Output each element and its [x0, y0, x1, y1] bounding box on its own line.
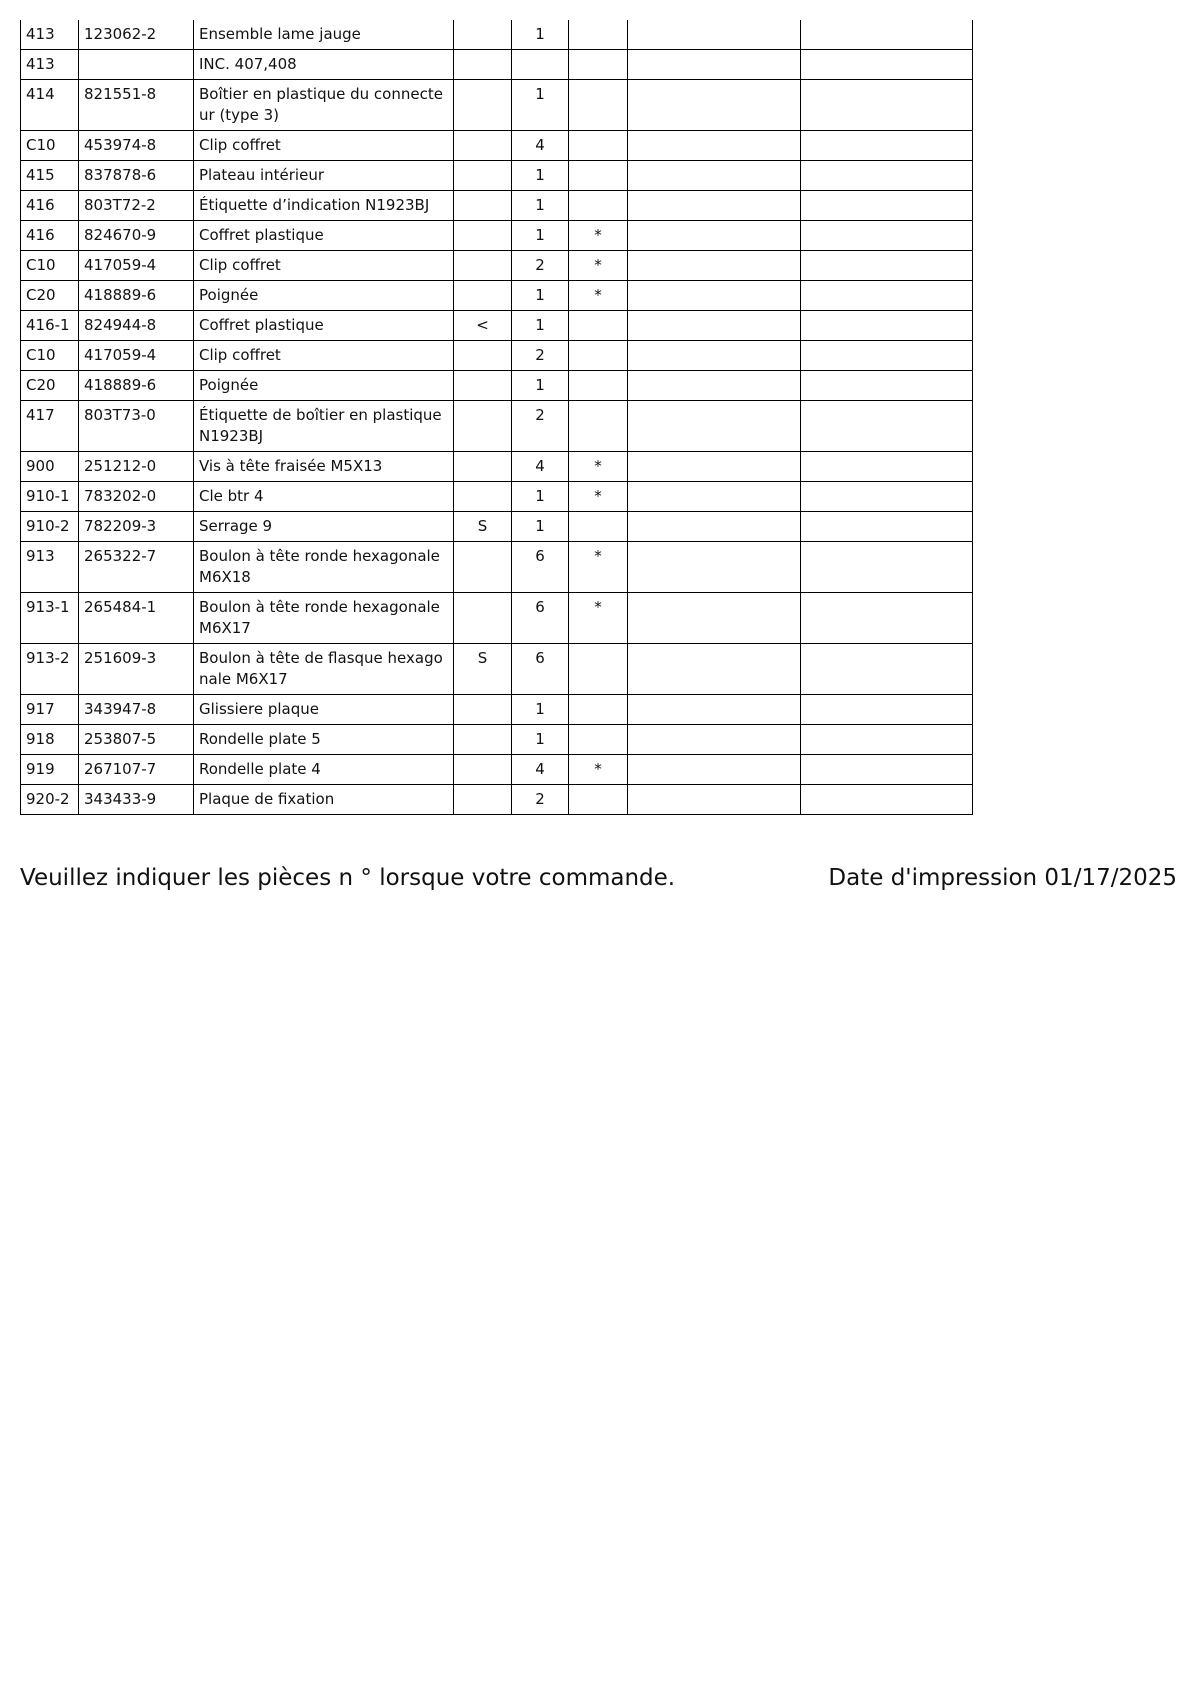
part-number-cell: 265322-7 — [79, 542, 194, 593]
mark-cell — [569, 695, 628, 725]
ref-number-cell: C10 — [21, 251, 79, 281]
table-row — [21, 755, 973, 785]
description-cell: Boulon à tête de flasque hexagonale M6X17 — [194, 644, 454, 695]
description-cell: Coffret plastique — [194, 311, 454, 341]
note-cell: < — [454, 311, 512, 341]
empty-cell — [628, 251, 801, 281]
part-number-cell: 123062-2 — [79, 20, 194, 50]
quantity-cell: 1 — [512, 161, 569, 191]
mark-cell: * — [569, 452, 628, 482]
empty-cell — [628, 512, 801, 542]
empty-cell — [801, 251, 973, 281]
ref-number-cell: 913-1 — [21, 593, 79, 644]
quantity-cell: 1 — [512, 725, 569, 755]
quantity-cell: 2 — [512, 251, 569, 281]
mark-cell — [569, 725, 628, 755]
note-cell — [454, 80, 512, 131]
note-cell: S — [454, 644, 512, 695]
table-row — [21, 785, 973, 815]
mark-cell — [569, 80, 628, 131]
quantity-cell: 6 — [512, 593, 569, 644]
mark-cell — [569, 341, 628, 371]
empty-cell — [801, 20, 973, 50]
ref-number-cell: C10 — [21, 341, 79, 371]
quantity-cell: 1 — [512, 371, 569, 401]
note-cell — [454, 341, 512, 371]
mark-cell — [569, 50, 628, 80]
part-number-cell: 343433-9 — [79, 785, 194, 815]
empty-cell — [628, 482, 801, 512]
table-row — [21, 191, 973, 221]
ref-number-cell: 913-2 — [21, 644, 79, 695]
note-cell — [454, 161, 512, 191]
table-row — [21, 482, 973, 512]
empty-cell — [628, 281, 801, 311]
quantity-cell: 1 — [512, 512, 569, 542]
part-number-cell: 265484-1 — [79, 593, 194, 644]
table-row — [21, 80, 973, 131]
empty-cell — [801, 452, 973, 482]
empty-cell — [801, 131, 973, 161]
part-number-cell: 824670-9 — [79, 221, 194, 251]
order-instruction-note: Veuillez indiquer les pièces n ° lorsque votre commande. — [20, 865, 676, 891]
quantity-cell: 1 — [512, 695, 569, 725]
table-row — [21, 371, 973, 401]
quantity-cell: 1 — [512, 191, 569, 221]
ref-number-cell: 416-1 — [21, 311, 79, 341]
table-row — [21, 311, 973, 341]
ref-number-cell: C10 — [21, 131, 79, 161]
empty-cell — [628, 542, 801, 593]
mark-cell: * — [569, 251, 628, 281]
quantity-cell: 1 — [512, 221, 569, 251]
note-cell — [454, 221, 512, 251]
table-row — [21, 593, 973, 644]
empty-cell — [801, 755, 973, 785]
quantity-cell: 1 — [512, 281, 569, 311]
empty-cell — [801, 542, 973, 593]
empty-cell — [628, 161, 801, 191]
quantity-cell: 1 — [512, 311, 569, 341]
quantity-cell: 4 — [512, 755, 569, 785]
ref-number-cell: 910-1 — [21, 482, 79, 512]
description-cell: Cle btr 4 — [194, 482, 454, 512]
table-row — [21, 452, 973, 482]
quantity-cell: 6 — [512, 542, 569, 593]
description-cell: Poignée — [194, 281, 454, 311]
table-row — [21, 20, 973, 50]
description-cell: Vis à tête fraisée M5X13 — [194, 452, 454, 482]
mark-cell — [569, 401, 628, 452]
description-cell: Clip coffret — [194, 251, 454, 281]
empty-cell — [801, 695, 973, 725]
empty-cell — [628, 371, 801, 401]
table-row — [21, 221, 973, 251]
ref-number-cell: 913 — [21, 542, 79, 593]
part-number-cell: 453974-8 — [79, 131, 194, 161]
parts-table-body — [21, 20, 973, 815]
table-row — [21, 542, 973, 593]
note-cell — [454, 725, 512, 755]
table-row — [21, 161, 973, 191]
empty-cell — [628, 80, 801, 131]
ref-number-cell: 900 — [21, 452, 79, 482]
description-cell: Ensemble lame jauge — [194, 20, 454, 50]
description-cell: Glissiere plaque — [194, 695, 454, 725]
empty-cell — [801, 311, 973, 341]
empty-cell — [801, 482, 973, 512]
mark-cell — [569, 20, 628, 50]
part-number-cell: 803T73-0 — [79, 401, 194, 452]
empty-cell — [628, 755, 801, 785]
mark-cell: * — [569, 542, 628, 593]
part-number-cell: 803T72-2 — [79, 191, 194, 221]
note-cell — [454, 401, 512, 452]
table-row — [21, 50, 973, 80]
mark-cell — [569, 191, 628, 221]
part-number-cell: 417059-4 — [79, 341, 194, 371]
description-cell: Plateau intérieur — [194, 161, 454, 191]
mark-cell: * — [569, 482, 628, 512]
table-row — [21, 281, 973, 311]
part-number-cell: 824944-8 — [79, 311, 194, 341]
empty-cell — [801, 80, 973, 131]
mark-cell: * — [569, 281, 628, 311]
part-number-cell — [79, 50, 194, 80]
note-cell — [454, 695, 512, 725]
ref-number-cell: 417 — [21, 401, 79, 452]
mark-cell — [569, 371, 628, 401]
part-number-cell: 783202-0 — [79, 482, 194, 512]
empty-cell — [801, 785, 973, 815]
mark-cell — [569, 161, 628, 191]
description-cell: Étiquette d’indication N1923BJ — [194, 191, 454, 221]
empty-cell — [801, 50, 973, 80]
mark-cell: * — [569, 755, 628, 785]
empty-cell — [801, 644, 973, 695]
note-cell — [454, 542, 512, 593]
quantity-cell: 1 — [512, 20, 569, 50]
table-row — [21, 695, 973, 725]
part-number-cell: 821551-8 — [79, 80, 194, 131]
note-cell: S — [454, 512, 512, 542]
description-cell: Étiquette de boîtier en plastique N1923BJ — [194, 401, 454, 452]
description-cell: Plaque de fixation — [194, 785, 454, 815]
ref-number-cell: C20 — [21, 281, 79, 311]
description-cell: Boulon à tête ronde hexagonale M6X18 — [194, 542, 454, 593]
empty-cell — [801, 161, 973, 191]
empty-cell — [628, 644, 801, 695]
table-row — [21, 644, 973, 695]
table-row — [21, 131, 973, 161]
part-number-cell: 251212-0 — [79, 452, 194, 482]
description-cell: Rondelle plate 5 — [194, 725, 454, 755]
description-cell: Serrage 9 — [194, 512, 454, 542]
note-cell — [454, 191, 512, 221]
ref-number-cell: 414 — [21, 80, 79, 131]
note-cell — [454, 452, 512, 482]
empty-cell — [628, 191, 801, 221]
ref-number-cell: 413 — [21, 20, 79, 50]
part-number-cell: 418889-6 — [79, 371, 194, 401]
empty-cell — [628, 221, 801, 251]
mark-cell — [569, 512, 628, 542]
ref-number-cell: 920-2 — [21, 785, 79, 815]
part-number-cell: 837878-6 — [79, 161, 194, 191]
description-cell: Boulon à tête ronde hexagonale M6X17 — [194, 593, 454, 644]
ref-number-cell: 415 — [21, 161, 79, 191]
note-cell — [454, 482, 512, 512]
empty-cell — [801, 191, 973, 221]
table-row — [21, 725, 973, 755]
part-number-cell: 418889-6 — [79, 281, 194, 311]
table-row — [21, 512, 973, 542]
quantity-cell: 2 — [512, 401, 569, 452]
ref-number-cell: 917 — [21, 695, 79, 725]
part-number-cell: 253807-5 — [79, 725, 194, 755]
quantity-cell: 4 — [512, 131, 569, 161]
ref-number-cell: 919 — [21, 755, 79, 785]
quantity-cell: 1 — [512, 482, 569, 512]
mark-cell — [569, 311, 628, 341]
note-cell — [454, 50, 512, 80]
note-cell — [454, 251, 512, 281]
note-cell — [454, 281, 512, 311]
empty-cell — [628, 452, 801, 482]
part-number-cell: 267107-7 — [79, 755, 194, 785]
empty-cell — [801, 341, 973, 371]
mark-cell — [569, 644, 628, 695]
ref-number-cell: C20 — [21, 371, 79, 401]
note-cell — [454, 785, 512, 815]
quantity-cell: 6 — [512, 644, 569, 695]
ref-number-cell: 413 — [21, 50, 79, 80]
part-number-cell: 782209-3 — [79, 512, 194, 542]
description-cell: Coffret plastique — [194, 221, 454, 251]
quantity-cell — [512, 50, 569, 80]
note-cell — [454, 131, 512, 161]
mark-cell — [569, 131, 628, 161]
empty-cell — [628, 593, 801, 644]
empty-cell — [628, 311, 801, 341]
ref-number-cell: 918 — [21, 725, 79, 755]
quantity-cell: 2 — [512, 341, 569, 371]
note-cell — [454, 371, 512, 401]
empty-cell — [628, 341, 801, 371]
print-date: Date d'impression 01/17/2025 — [828, 865, 1177, 891]
empty-cell — [628, 131, 801, 161]
empty-cell — [801, 281, 973, 311]
empty-cell — [628, 785, 801, 815]
quantity-cell: 1 — [512, 80, 569, 131]
description-cell: Clip coffret — [194, 131, 454, 161]
note-cell — [454, 593, 512, 644]
empty-cell — [628, 401, 801, 452]
part-number-cell: 343947-8 — [79, 695, 194, 725]
empty-cell — [801, 371, 973, 401]
ref-number-cell: 416 — [21, 191, 79, 221]
empty-cell — [801, 725, 973, 755]
parts-list-table — [20, 20, 973, 815]
description-cell: Boîtier en plastique du connecteur (type 3) — [194, 80, 454, 131]
empty-cell — [801, 401, 973, 452]
ref-number-cell: 910-2 — [21, 512, 79, 542]
quantity-cell: 2 — [512, 785, 569, 815]
empty-cell — [628, 725, 801, 755]
quantity-cell: 4 — [512, 452, 569, 482]
empty-cell — [628, 50, 801, 80]
empty-cell — [628, 695, 801, 725]
ref-number-cell: 416 — [21, 221, 79, 251]
mark-cell — [569, 785, 628, 815]
empty-cell — [801, 221, 973, 251]
note-cell — [454, 20, 512, 50]
empty-cell — [801, 512, 973, 542]
description-cell: Rondelle plate 4 — [194, 755, 454, 785]
part-number-cell: 251609-3 — [79, 644, 194, 695]
empty-cell — [801, 593, 973, 644]
table-row — [21, 401, 973, 452]
part-number-cell: 417059-4 — [79, 251, 194, 281]
description-cell: INC. 407,408 — [194, 50, 454, 80]
empty-cell — [628, 20, 801, 50]
mark-cell: * — [569, 221, 628, 251]
note-cell — [454, 755, 512, 785]
mark-cell: * — [569, 593, 628, 644]
description-cell: Poignée — [194, 371, 454, 401]
description-cell: Clip coffret — [194, 341, 454, 371]
table-row — [21, 251, 973, 281]
table-row — [21, 341, 973, 371]
